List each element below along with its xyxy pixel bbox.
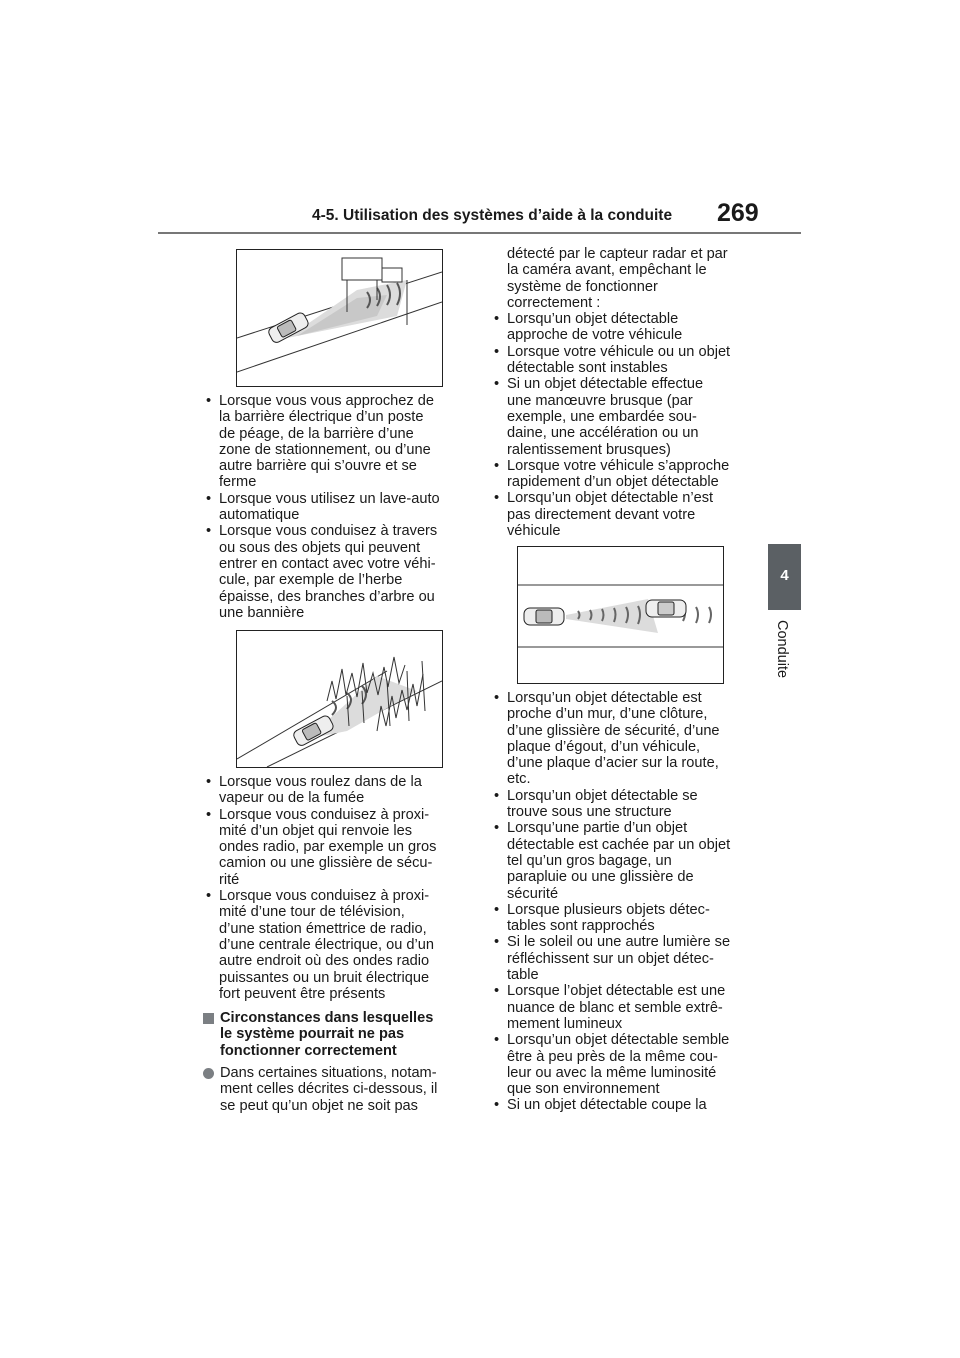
- text-line: autre barrière qui s’ouvre et se: [219, 458, 417, 475]
- text-line: Lorsque vous roulez dans de la: [219, 774, 422, 790]
- text-line: d’une plaque d’acier sur la route,: [507, 755, 719, 772]
- bullet-list: [203, 393, 471, 621]
- list-item: [491, 458, 753, 491]
- text-line: Lorsque votre véhicule ou un objet: [507, 343, 731, 360]
- list-item: [491, 311, 753, 344]
- text-line: approche de votre véhicule: [507, 327, 683, 344]
- text-line: d’une glissière de sécurité, d’une: [507, 722, 720, 739]
- text-line: puissantes ou un bruit électrique: [219, 969, 430, 986]
- section-title: 4-5. Utilisation des systèmes d’aide à la conduite: [312, 207, 673, 224]
- text-line: Lorsque vous conduisez à travers: [219, 523, 438, 540]
- text-line: mité d’un objet qui renvoie les: [219, 822, 413, 839]
- list-item: [491, 490, 753, 539]
- text-line: Si un objet détectable coupe la: [507, 1097, 707, 1114]
- list-item: [491, 983, 753, 1032]
- list-item: [491, 690, 753, 788]
- list-item: [203, 491, 471, 524]
- text-line: fort peuvent être présents: [219, 985, 386, 1002]
- text-line: détectable est cachée par un objet: [507, 836, 731, 853]
- text-line: mité d’une tour de télévision,: [219, 904, 405, 921]
- text-line: Lorsque plusieurs objets détec-: [507, 901, 710, 918]
- text-line: réfléchissent sur un objet détec-: [507, 950, 714, 967]
- paragraph: [203, 1065, 471, 1114]
- list-item: [203, 774, 471, 807]
- barrier-drawing: [237, 250, 442, 386]
- text-line: Si un objet détectable effectue: [507, 376, 704, 393]
- text-line: ondes radio, par exemple un gros: [219, 839, 437, 856]
- text-line: entrer en contact avec votre véhi-: [219, 555, 436, 572]
- list-item: [491, 788, 753, 821]
- text-line: une manœuvre brusque (par: [507, 392, 693, 409]
- text-line: plaque d’égout, d’un véhicule,: [507, 738, 701, 755]
- text-line: détecté par le capteur radar et par: [507, 246, 728, 262]
- list-item: [203, 523, 471, 621]
- bullet-list: [491, 311, 753, 539]
- text-line: Lorsqu’un objet détectable semble: [507, 1032, 730, 1049]
- header-divider: [158, 232, 801, 234]
- page-number: 269: [717, 199, 759, 227]
- text-line: etc.: [507, 771, 531, 788]
- text-line: être à peu près de la même cou-: [507, 1048, 718, 1065]
- text-line: Lorsque votre véhicule s’approche: [507, 457, 730, 474]
- text-line: daine, une accélération ou un: [507, 425, 699, 442]
- text-line: Lorsqu’un objet détectable: [507, 311, 679, 328]
- text-line: que son environnement: [507, 1081, 660, 1098]
- section-heading: [203, 1010, 471, 1059]
- text-line: système de fonctionner: [507, 278, 658, 295]
- text-line: nuance de blanc et semble extrê-: [507, 999, 723, 1016]
- list-item: [491, 820, 753, 901]
- text-line: pas directement devant votre: [507, 506, 696, 523]
- text-line: table: [507, 967, 539, 984]
- text-line: la barrière électrique d’un poste: [219, 409, 424, 426]
- text-line: proche d’un mur, d’une clôture,: [507, 706, 708, 723]
- text-line: Lorsqu’une partie d’un objet: [507, 820, 688, 837]
- chapter-label: Conduite: [774, 620, 790, 679]
- text-line: ment celles décrites ci-dessous, il: [220, 1081, 438, 1098]
- right-column: [491, 246, 753, 539]
- list-item: [491, 902, 753, 935]
- list-item: [491, 1097, 753, 1113]
- text-line: Lorsque vous vous approchez de: [219, 393, 434, 409]
- text-line: Si le soleil ou une autre lumière se: [507, 934, 731, 951]
- text-line: tables sont rapprochés: [507, 918, 655, 935]
- text-line: camion ou une glissière de sécu-: [219, 855, 433, 872]
- text-line: rité: [219, 871, 240, 888]
- list-item: [203, 807, 471, 888]
- grass-drawing: [237, 631, 442, 767]
- text-line: zone de stationnement, ou d’une: [219, 441, 431, 458]
- text-line: la caméra avant, empêchant le: [507, 262, 707, 279]
- text-line: d’une centrale électrique, ou d’un: [219, 936, 435, 953]
- text-line: Lorsque vous utilisez un lave-auto: [219, 490, 440, 507]
- list-item: [491, 934, 753, 983]
- text-line: leur ou avec la même luminosité: [507, 1064, 717, 1081]
- text-line: d’une station émettrice de radio,: [219, 920, 427, 937]
- left-column-lower: [203, 774, 471, 1114]
- text-line: automatique: [219, 507, 300, 524]
- text-line: Circonstances dans lesquelles: [220, 1010, 434, 1027]
- text-line: mement lumineux: [507, 1015, 623, 1032]
- text-line: trouve sous une structure: [507, 804, 672, 821]
- text-line: le système pourrait ne pas: [220, 1026, 405, 1043]
- right-column-lower: [491, 690, 753, 1114]
- list-item: [203, 888, 471, 1002]
- text-line: Lorsqu’un objet détectable est: [507, 690, 702, 706]
- text-line: une bannière: [219, 604, 305, 621]
- text-line: épaisse, des branches d’arbre ou: [219, 588, 435, 605]
- list-item: [491, 344, 753, 377]
- illustration-barrier: [236, 249, 443, 387]
- text-line: ferme: [219, 474, 257, 491]
- text-line: correctement :: [507, 294, 601, 311]
- continuation-text: [491, 246, 753, 311]
- text-line: exemple, une embardée sou-: [507, 408, 697, 425]
- list-item: [491, 376, 753, 457]
- bullet-list: [203, 774, 471, 1002]
- text-line: Dans certaines situations, notam-: [220, 1065, 437, 1082]
- text-line: véhicule: [507, 523, 561, 540]
- left-column: [203, 393, 471, 621]
- text-line: sécurité: [507, 885, 559, 902]
- illustration-target-vehicle: [517, 546, 724, 684]
- list-item: [203, 393, 471, 491]
- bullet-list: [491, 690, 753, 1114]
- list-item: [491, 1032, 753, 1097]
- text-line: Lorsqu’un objet détectable n’est: [507, 490, 714, 507]
- text-line: vapeur ou de la fumée: [219, 790, 365, 807]
- target-vehicle-drawing: [518, 547, 723, 683]
- text-line: ou sous des objets qui peuvent: [219, 539, 421, 556]
- text-line: fonctionner correctement: [220, 1042, 397, 1059]
- text-line: détectable sont instables: [507, 360, 668, 377]
- text-line: Lorsqu’un objet détectable se: [507, 787, 698, 804]
- text-line: Lorsque l’objet détectable est une: [507, 983, 726, 1000]
- text-line: autre endroit où des ondes radio: [219, 953, 430, 970]
- text-line: se peut qu’un objet ne soit pas: [220, 1097, 418, 1114]
- text-line: Lorsque vous conduisez à proxi-: [219, 806, 430, 823]
- text-line: parapluie ou une glissière de: [507, 869, 694, 886]
- text-line: cule, par exemple de l’herbe: [219, 572, 403, 589]
- text-line: ralentissement brusques): [507, 441, 671, 458]
- chapter-tab[interactable]: 4: [768, 544, 801, 610]
- text-line: tel qu’un gros bagage, un: [507, 852, 672, 869]
- text-line: Lorsque vous conduisez à proxi-: [219, 888, 430, 905]
- text-line: de péage, de la barrière d’une: [219, 425, 414, 442]
- illustration-grass: [236, 630, 443, 768]
- text-line: rapidement d’un objet détectable: [507, 474, 719, 491]
